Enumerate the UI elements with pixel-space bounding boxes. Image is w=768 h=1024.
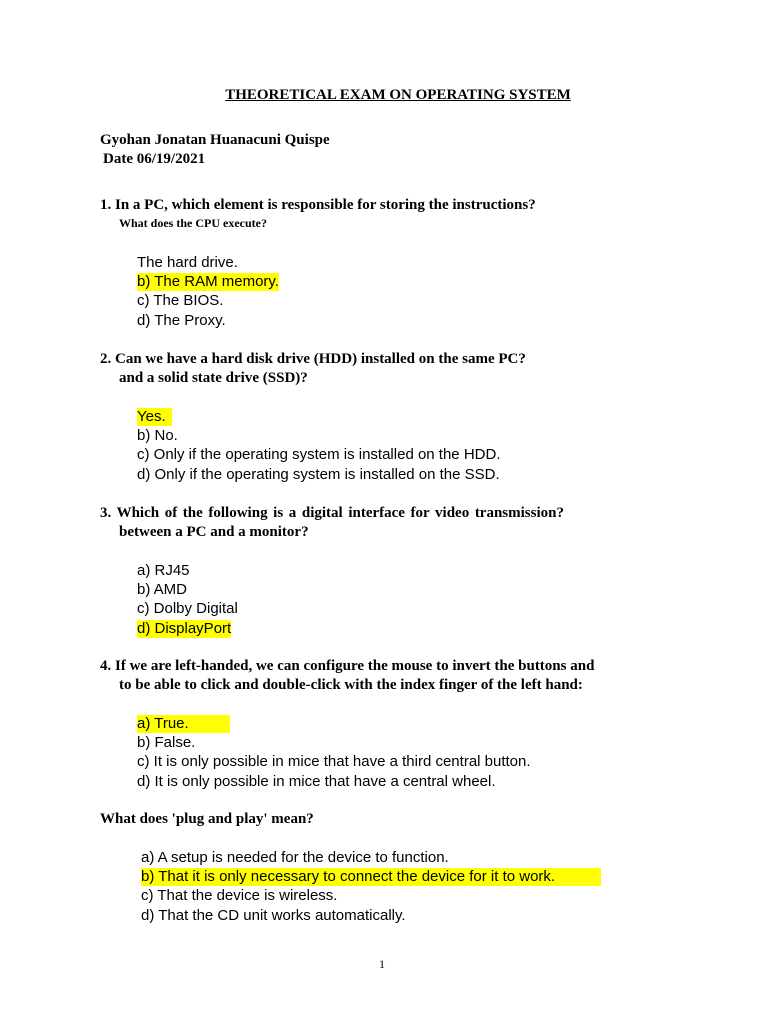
author-name: Gyohan Jonatan Huanacuni Quispe xyxy=(100,132,330,148)
question-2-option-a: Yes. xyxy=(137,408,172,426)
page-number: 1 xyxy=(379,957,385,971)
question-3-option-b: b) AMD xyxy=(137,581,188,598)
question-3-option-d: d) DisplayPort xyxy=(137,620,232,637)
question-2-option-b: b) No. xyxy=(137,427,178,444)
question-1-option-a: The hard drive. xyxy=(137,254,238,271)
question-4-text: 4. If we are left-handed, we can configure the mouse to invert the buttons and xyxy=(100,658,595,674)
question-2-option-d: d) Only if the operating system is installed on the SSD. xyxy=(137,466,500,483)
question-5-option-d: d) That the CD unit works automatically. xyxy=(141,907,406,924)
question-4-option-c: c) It is only possible in mice that have a third central button. xyxy=(137,753,531,770)
question-1-option-d: d) The Proxy. xyxy=(137,312,226,329)
question-4-option-d: d) It is only possible in mice that have a central wheel. xyxy=(137,773,496,790)
question-1-text-cont: What does the CPU execute? xyxy=(119,216,267,230)
question-4-option-a: a) True. xyxy=(137,715,230,733)
question-2-text: 2. Can we have a hard disk drive (HDD) installed on the same PC? xyxy=(100,351,526,367)
question-3-text-cont: between a PC and a monitor? xyxy=(119,524,309,540)
exam-date: Date 06/19/2021 xyxy=(103,151,206,167)
question-5-option-c: c) That the device is wireless. xyxy=(141,887,338,904)
question-1-option-b: b) The RAM memory. xyxy=(137,273,279,290)
question-3-text: 3. Which of the following is a digital interface for video transmission? xyxy=(100,505,564,521)
question-2-option-c: c) Only if the operating system is installed on the HDD. xyxy=(137,446,501,463)
question-1-option-c: c) The BIOS. xyxy=(137,292,224,309)
question-1-text: 1. In a PC, which element is responsible for storing the instructions? xyxy=(100,197,536,213)
question-5-option-b: b) That it is only necessary to connect the device for it to work. xyxy=(141,868,601,886)
question-5-text: What does 'plug and play' mean? xyxy=(100,811,314,827)
question-4-option-b: b) False. xyxy=(137,734,196,751)
question-4-text-cont: to be able to click and double-click with the index finger of the left hand: xyxy=(119,677,583,693)
question-2-text-cont: and a solid state drive (SSD)? xyxy=(119,370,308,386)
question-3-option-a: a) RJ45 xyxy=(137,562,190,579)
question-3-option-c: c) Dolby Digital xyxy=(137,600,238,617)
exam-title: THEORETICAL EXAM ON OPERATING SYSTEM xyxy=(225,87,571,103)
question-5-option-a: a) A setup is needed for the device to function. xyxy=(141,849,449,866)
